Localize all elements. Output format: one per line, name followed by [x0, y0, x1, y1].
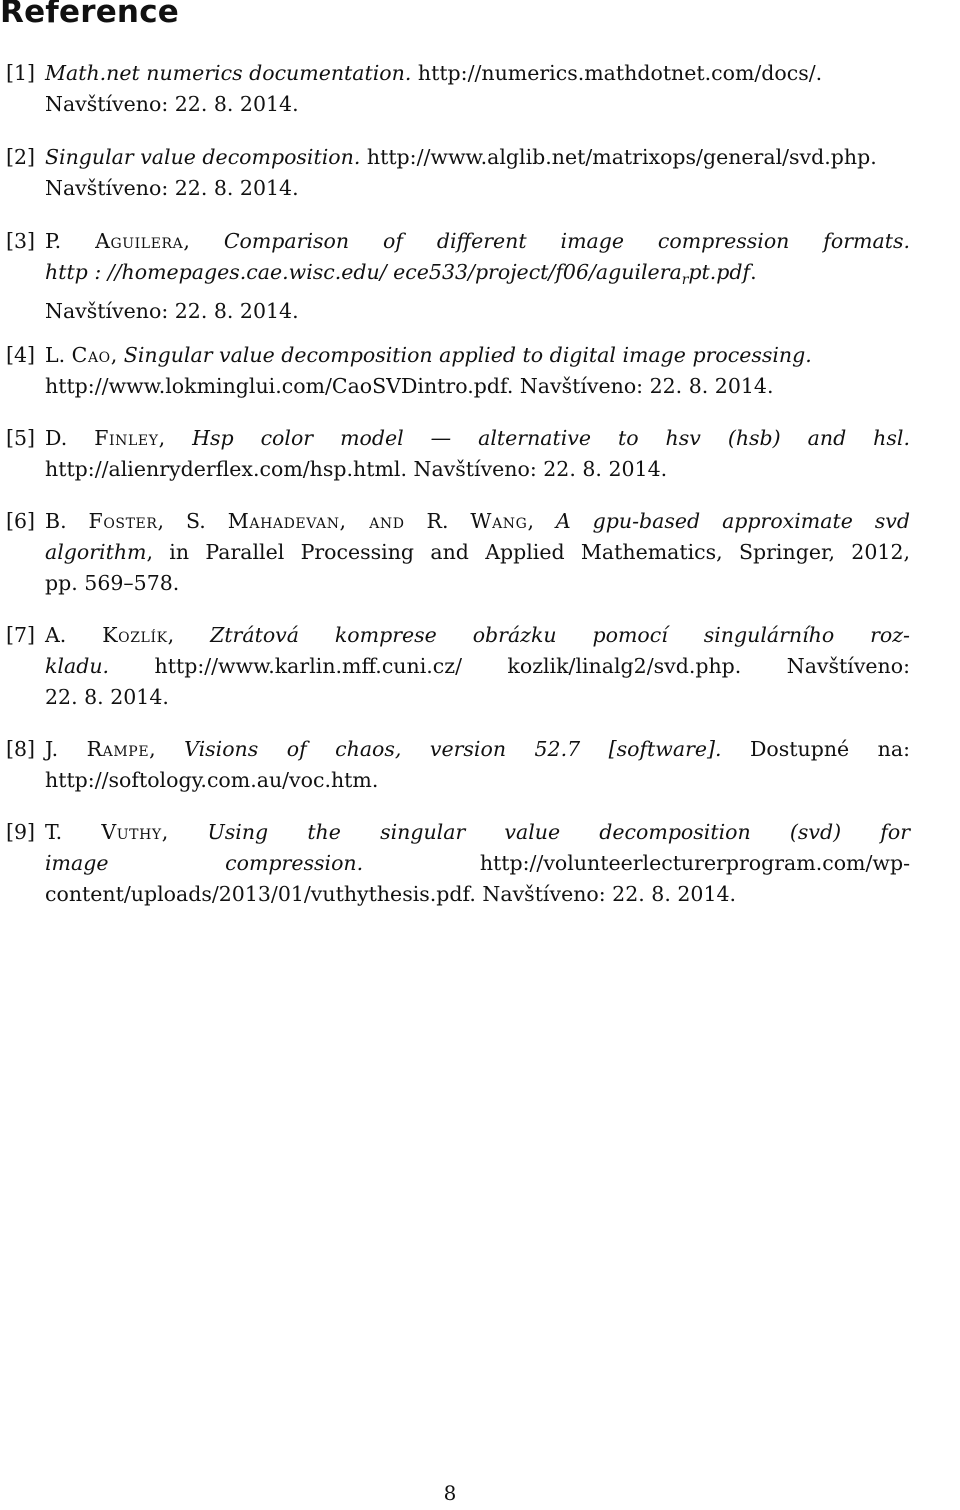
reference-title: Singular value decomposition applied to digital image processing. — [123, 343, 812, 367]
url-subscript: r — [681, 272, 689, 289]
author-initial: A. — [45, 623, 103, 647]
reference-visited: Navštíveno: 22. 8. 2014. — [45, 176, 299, 200]
reference-publication: , in Parallel Processing and Applied Mathematics, Springer, 2012, — [146, 540, 910, 564]
author-initial: P. — [45, 229, 96, 253]
reference-item — [0, 734, 910, 796]
author-surname: Kozlík — [102, 623, 168, 647]
reference-visited: Navštíveno: 22. 8. 2014. — [45, 299, 299, 324]
reference-url-line[interactable]: http://alienryderflex.com/hsp.html. Navštíveno: 22. 8. 2014. — [45, 457, 668, 481]
reference-item — [0, 58, 910, 120]
author-surname: Wang — [470, 509, 528, 533]
separator: , — [167, 623, 211, 647]
author-initial: R. — [404, 509, 471, 533]
reference-url[interactable]: http://volunteerlecturerprogram.com/wp- — [363, 851, 911, 875]
reference-title: Math.net numerics documentation. — [45, 61, 412, 85]
reference-number: [2] — [6, 145, 36, 169]
author-surname: Mahadevan, and — [227, 509, 405, 533]
author-surname: Foster — [88, 509, 158, 533]
reference-visited: Navštíveno: 22. 8. 2014. — [45, 92, 299, 116]
separator: , — [158, 426, 193, 450]
separator: , — [149, 737, 185, 761]
separator: , — [110, 343, 124, 367]
reference-url-end[interactable]: pt.pdf — [688, 260, 751, 284]
reference-item — [0, 423, 910, 485]
reference-number: [6] — [6, 509, 36, 533]
reference-item — [0, 620, 910, 713]
author-surname: Finley — [94, 426, 159, 450]
reference-title: Comparison of different image compression formats. — [223, 229, 910, 253]
reference-item — [0, 817, 910, 910]
reference-number: [1] — [6, 61, 36, 85]
author-surname: Cao — [71, 343, 111, 367]
reference-url-cont[interactable]: content/uploads/2013/01/vuthythesis.pdf. Navštíveno: 22. 8. 2014. — [45, 882, 737, 906]
reference-title-cont: algorithm — [45, 540, 147, 564]
period: . — [750, 260, 757, 284]
reference-title: A gpu-based approximate svd — [555, 509, 910, 533]
author-initial: L. — [45, 343, 72, 367]
reference-url-line[interactable]: http://www.karlin.mff.cuni.cz/ kozlik/linalg2/svd.php. Navštíveno: — [109, 654, 910, 678]
separator: , — [183, 229, 224, 253]
author-surname: Aguilera — [95, 229, 184, 253]
reference-number: [5] — [6, 426, 36, 450]
reference-title: Ztrátová komprese obrázku pomocí singulárního roz- — [210, 623, 910, 647]
reference-item — [0, 340, 910, 402]
author-initial: D. — [45, 426, 95, 450]
reference-url-line[interactable]: http://www.lokminglui.com/CaoSVDintro.pdf. Navštíveno: 22. 8. 2014. — [45, 374, 774, 398]
author-surname: Vuthy — [101, 820, 162, 844]
reference-item — [0, 142, 910, 204]
author-initial: J. — [45, 737, 87, 761]
author-initial: , S. — [157, 509, 228, 533]
author-initial: T. — [45, 820, 102, 844]
author-initial: B. — [45, 509, 89, 533]
reference-number: [8] — [6, 737, 36, 761]
reference-url[interactable]: http : //homepages.cae.wisc.edu/ ece533/project/f06/aguilera — [45, 260, 682, 284]
reference-number: [7] — [6, 623, 36, 647]
separator: , — [161, 820, 208, 844]
page-number: 8 — [443, 1481, 457, 1505]
reference-title-cont: image compression. — [45, 851, 364, 875]
reference-item — [0, 226, 910, 327]
reference-number: [9] — [6, 820, 36, 844]
reference-url[interactable]: http://softology.com.au/voc.htm. — [45, 768, 379, 792]
reference-item — [0, 506, 910, 599]
reference-number: [4] — [6, 343, 36, 367]
reference-url[interactable]: http://numerics.mathdotnet.com/docs/. — [411, 61, 823, 85]
reference-title: Hsp color model — alternative to hsv (hsb) and hsl. — [192, 426, 910, 450]
section-heading: Reference — [0, 0, 179, 30]
author-surname: Rampe — [86, 737, 150, 761]
reference-title-cont: kladu. — [45, 654, 110, 678]
reference-number: [3] — [6, 229, 36, 253]
separator: , — [527, 509, 556, 533]
reference-title: Using the singular value decomposition (svd) for — [207, 820, 910, 844]
reference-url[interactable]: http://www.alglib.net/matrixops/general/svd.php. — [360, 145, 877, 169]
reference-title: Singular value decomposition. — [45, 145, 361, 169]
reference-availability: Dostupné na: — [721, 737, 910, 761]
reference-pages: pp. 569–578. — [45, 571, 180, 595]
reference-visited: 22. 8. 2014. — [45, 685, 169, 709]
reference-title: Visions of chaos, version 52.7 [software]. — [184, 737, 722, 761]
